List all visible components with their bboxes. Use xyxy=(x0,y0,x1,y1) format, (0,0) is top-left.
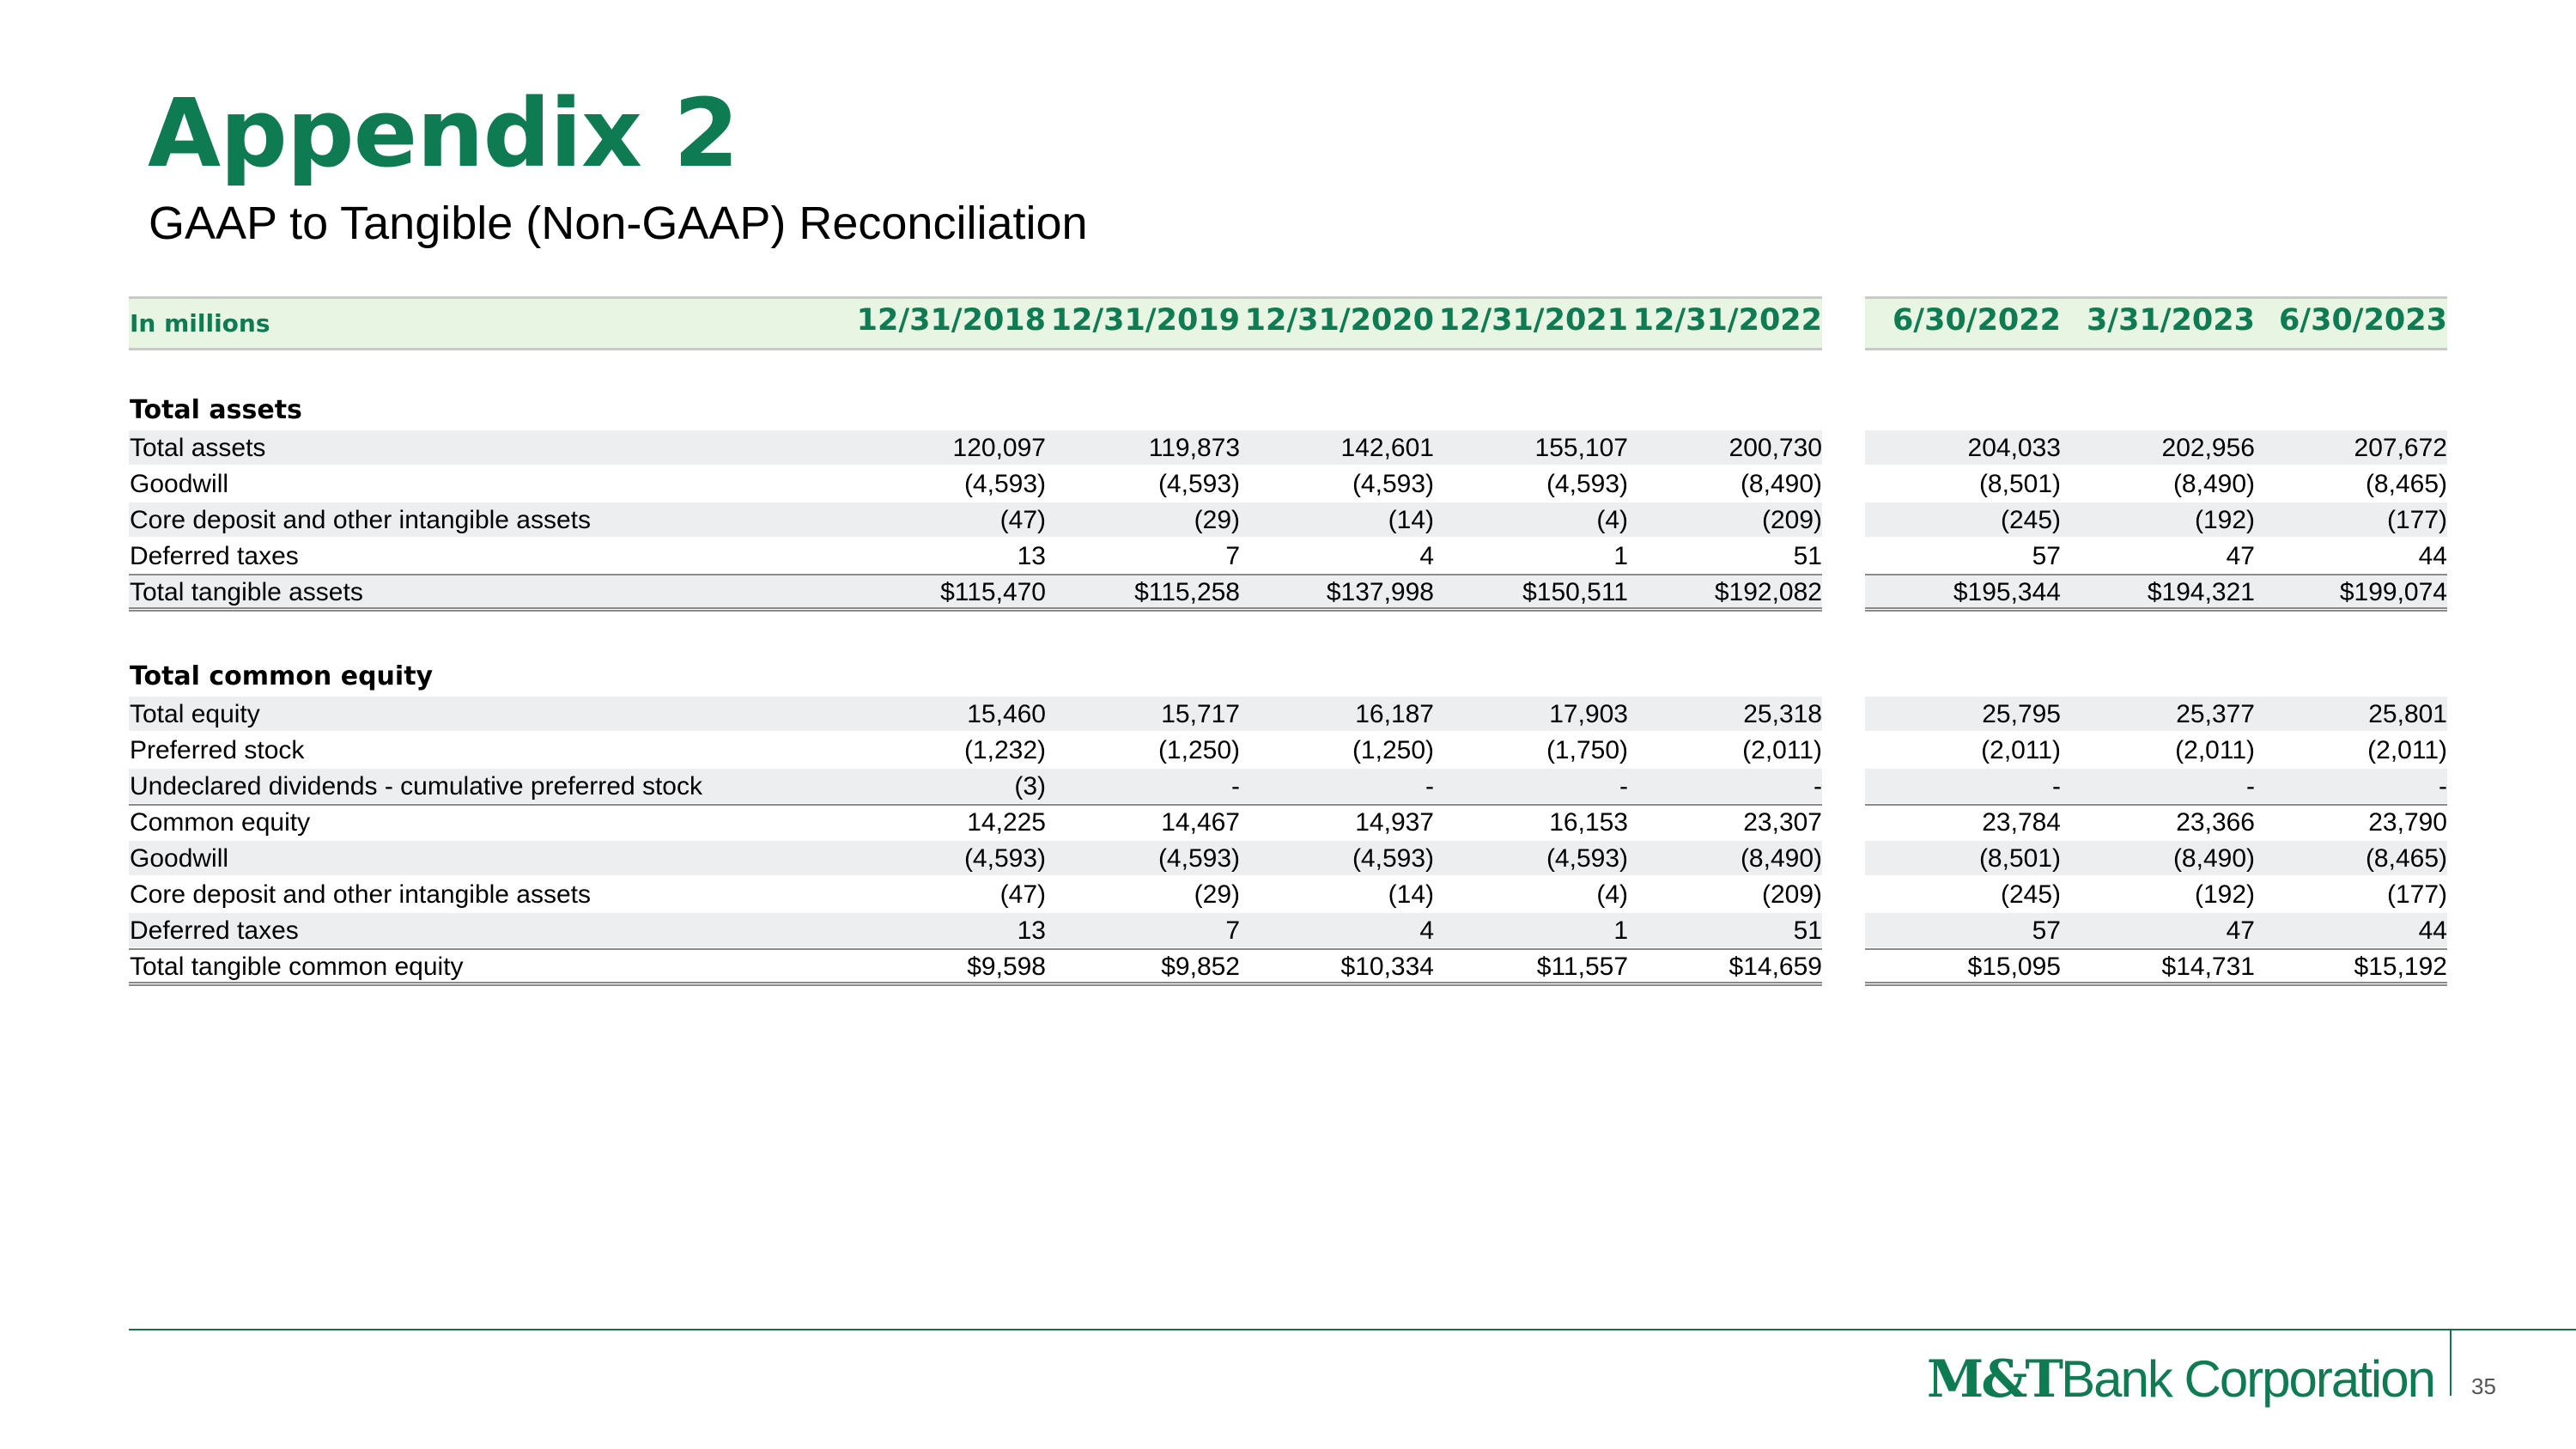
table-cell: (4) xyxy=(1596,506,1628,534)
footer-divider xyxy=(129,1329,2576,1330)
table-cell: - xyxy=(1231,772,1240,801)
company-logo xyxy=(1927,1349,2434,1409)
table-cell: 17,903 xyxy=(1549,700,1628,728)
table-cell: (8,490) xyxy=(1740,470,1822,498)
column-header-date: 12/31/2018 xyxy=(856,303,1046,338)
table-cell: 7 xyxy=(1225,542,1240,570)
table-cell: 44 xyxy=(2418,916,2447,945)
table-cell: (14) xyxy=(1388,880,1434,909)
table-cell: 14,225 xyxy=(967,808,1046,837)
table-cell: 47 xyxy=(2226,542,2255,570)
table-cell: 202,956 xyxy=(2161,434,2255,462)
table-cell: $11,557 xyxy=(1536,953,1628,981)
table-cell: 44 xyxy=(2418,542,2447,570)
row-label: Common equity xyxy=(130,808,311,837)
table-cell: 1 xyxy=(1613,916,1628,945)
table-cell: (47) xyxy=(999,506,1046,534)
table-cell: (209) xyxy=(1761,506,1822,534)
logo-divider xyxy=(2450,1330,2451,1396)
column-header-date: 12/31/2020 xyxy=(1244,303,1434,338)
table-cell: (4,593) xyxy=(1546,470,1628,498)
column-header-date: 12/31/2021 xyxy=(1438,303,1628,338)
table-row xyxy=(0,697,2576,731)
table-cell: $10,334 xyxy=(1340,953,1434,981)
table-cell: 25,801 xyxy=(2368,700,2447,728)
total-double-rule xyxy=(1865,607,2447,612)
row-label: Deferred taxes xyxy=(130,916,299,945)
table-cell: (4,593) xyxy=(1157,844,1240,873)
table-cell: (2,011) xyxy=(1981,736,2061,764)
table-row xyxy=(0,769,2576,803)
row-label: Core deposit and other intangible assets xyxy=(130,506,592,534)
column-header-date: 12/31/2019 xyxy=(1050,303,1240,338)
table-cell: (8,490) xyxy=(1740,844,1822,873)
table-row xyxy=(0,877,2576,911)
table-cell: 23,790 xyxy=(2368,808,2447,837)
table-cell: - xyxy=(1619,772,1628,801)
row-label: Total assets xyxy=(130,434,266,462)
table-cell: 57 xyxy=(2032,542,2061,570)
table-cell: $9,598 xyxy=(967,953,1046,981)
table-cell: (1,250) xyxy=(1157,736,1240,764)
table-cell: 16,153 xyxy=(1549,808,1628,837)
table-cell: 25,795 xyxy=(1982,700,2061,728)
table-cell: 4 xyxy=(1419,542,1434,570)
table-cell: (177) xyxy=(2386,506,2447,534)
table-cell: $14,659 xyxy=(1728,953,1822,981)
table-cell: (29) xyxy=(1194,880,1240,909)
table-row xyxy=(0,805,2576,839)
table-cell: (29) xyxy=(1194,506,1240,534)
table-cell: 15,717 xyxy=(1161,700,1240,728)
table-row xyxy=(0,733,2576,767)
row-label: Preferred stock xyxy=(130,736,305,764)
units-label: In millions xyxy=(130,309,270,338)
column-header-date: 3/31/2023 xyxy=(2086,303,2255,338)
table-row xyxy=(0,466,2576,501)
row-rule xyxy=(1865,574,2447,575)
table-cell: (4,593) xyxy=(1352,844,1434,873)
row-label: Goodwill xyxy=(130,844,229,873)
row-label: Total tangible assets xyxy=(130,578,363,606)
row-label: Undeclared dividends - cumulative preferred stock xyxy=(130,772,702,801)
table-cell: - xyxy=(1814,772,1822,801)
table-cell: 4 xyxy=(1419,916,1434,945)
table-cell: 25,377 xyxy=(2176,700,2255,728)
logo-mark: M&T xyxy=(1926,1349,2062,1409)
table-cell: 119,873 xyxy=(1148,434,1240,462)
table-cell: (47) xyxy=(999,880,1046,909)
table-cell: (8,490) xyxy=(2172,470,2255,498)
table-cell: (14) xyxy=(1388,506,1434,534)
table-cell: 120,097 xyxy=(952,434,1046,462)
page-number: 35 xyxy=(2471,1373,2496,1399)
table-cell: 200,730 xyxy=(1728,434,1822,462)
table-cell: 25,318 xyxy=(1743,700,1822,728)
table-cell: (8,465) xyxy=(2365,844,2447,873)
table-cell: 51 xyxy=(1793,916,1822,945)
table-cell: $115,470 xyxy=(940,578,1046,606)
table-cell: - xyxy=(1425,772,1434,801)
table-cell: 1 xyxy=(1613,542,1628,570)
table-cell: $194,321 xyxy=(2147,578,2255,606)
table-cell: $195,344 xyxy=(1953,578,2061,606)
table-cell: (192) xyxy=(2194,880,2255,909)
table-cell: (8,501) xyxy=(1978,844,2061,873)
table-cell: (3) xyxy=(1014,772,1046,801)
column-header-date: 12/31/2022 xyxy=(1632,303,1822,338)
row-label: Total tangible common equity xyxy=(130,953,464,981)
table-cell: 14,467 xyxy=(1161,808,1240,837)
column-header-date: 6/30/2023 xyxy=(2278,303,2447,338)
table-row xyxy=(0,430,2576,465)
row-rule xyxy=(129,804,1822,806)
table-cell: (177) xyxy=(2386,880,2447,909)
table-row xyxy=(0,575,2576,609)
total-double-rule xyxy=(1865,982,2447,986)
table-cell: (4,593) xyxy=(1546,844,1628,873)
page-title: Appendix 2 xyxy=(148,78,738,188)
table-cell: $15,095 xyxy=(1967,953,2061,981)
table-cell: (209) xyxy=(1761,880,1822,909)
table-cell: 13 xyxy=(1017,542,1046,570)
table-cell: $9,852 xyxy=(1161,953,1240,981)
table-cell: 23,784 xyxy=(1982,808,2061,837)
table-cell: 51 xyxy=(1793,542,1822,570)
table-cell: (2,011) xyxy=(2175,736,2255,764)
table-cell: (192) xyxy=(2194,506,2255,534)
row-rule xyxy=(129,948,1822,950)
table-cell: 57 xyxy=(2032,916,2061,945)
table-cell: 16,187 xyxy=(1355,700,1434,728)
table-cell: 23,307 xyxy=(1743,808,1822,837)
section-title: Total assets xyxy=(130,395,302,425)
table-cell: (4,593) xyxy=(963,844,1046,873)
table-cell: 13 xyxy=(1017,916,1046,945)
table-cell: (245) xyxy=(2000,506,2061,534)
table-row xyxy=(0,502,2576,537)
table-cell: 7 xyxy=(1225,916,1240,945)
table-cell: 204,033 xyxy=(1967,434,2061,462)
table-cell: (4) xyxy=(1596,880,1628,909)
row-label: Goodwill xyxy=(130,470,229,498)
table-cell: $150,511 xyxy=(1522,578,1628,606)
total-double-rule xyxy=(129,607,1822,612)
table-cell: (8,490) xyxy=(2172,844,2255,873)
row-rule xyxy=(129,574,1822,575)
table-cell: 15,460 xyxy=(967,700,1046,728)
table-cell: 142,601 xyxy=(1340,434,1434,462)
total-double-rule xyxy=(129,982,1822,986)
column-header-date: 6/30/2022 xyxy=(1892,303,2061,338)
table-cell: 14,937 xyxy=(1355,808,1434,837)
table-cell: (2,011) xyxy=(1742,736,1822,764)
table-cell: (1,250) xyxy=(1352,736,1434,764)
row-label: Total equity xyxy=(130,700,260,728)
table-cell: 155,107 xyxy=(1534,434,1628,462)
table-cell: - xyxy=(2052,772,2061,801)
table-cell: $14,731 xyxy=(2161,953,2255,981)
table-cell: (4,593) xyxy=(1352,470,1434,498)
table-cell: 23,366 xyxy=(2176,808,2255,837)
table-cell: (8,501) xyxy=(1978,470,2061,498)
table-cell: $115,258 xyxy=(1134,578,1240,606)
row-label: Deferred taxes xyxy=(130,542,299,570)
table-cell: 47 xyxy=(2226,916,2255,945)
logo-text: Bank Corporation xyxy=(2061,1350,2434,1408)
row-label: Core deposit and other intangible assets xyxy=(130,880,592,909)
row-rule xyxy=(1865,948,2447,950)
table-cell: (1,750) xyxy=(1546,736,1628,764)
page-subtitle: GAAP to Tangible (Non-GAAP) Reconciliation xyxy=(149,198,1088,249)
table-cell: (8,465) xyxy=(2365,470,2447,498)
table-cell: (245) xyxy=(2000,880,2061,909)
table-cell: (2,011) xyxy=(2367,736,2447,764)
table-cell: $15,192 xyxy=(2354,953,2447,981)
table-cell: (1,232) xyxy=(963,736,1046,764)
table-row xyxy=(0,539,2576,573)
table-row xyxy=(0,841,2576,875)
table-cell: $199,074 xyxy=(2339,578,2447,606)
table-cell: (4,593) xyxy=(1157,470,1240,498)
table-cell: - xyxy=(2439,772,2447,801)
section-title: Total common equity xyxy=(130,661,434,691)
table-cell: 207,672 xyxy=(2354,434,2447,462)
row-rule xyxy=(1865,804,2447,806)
table-row xyxy=(0,913,2576,947)
table-cell: (4,593) xyxy=(963,470,1046,498)
table-cell: - xyxy=(2246,772,2255,801)
table-row xyxy=(0,949,2576,983)
table-cell: $192,082 xyxy=(1714,578,1822,606)
table-cell: $137,998 xyxy=(1326,578,1434,606)
